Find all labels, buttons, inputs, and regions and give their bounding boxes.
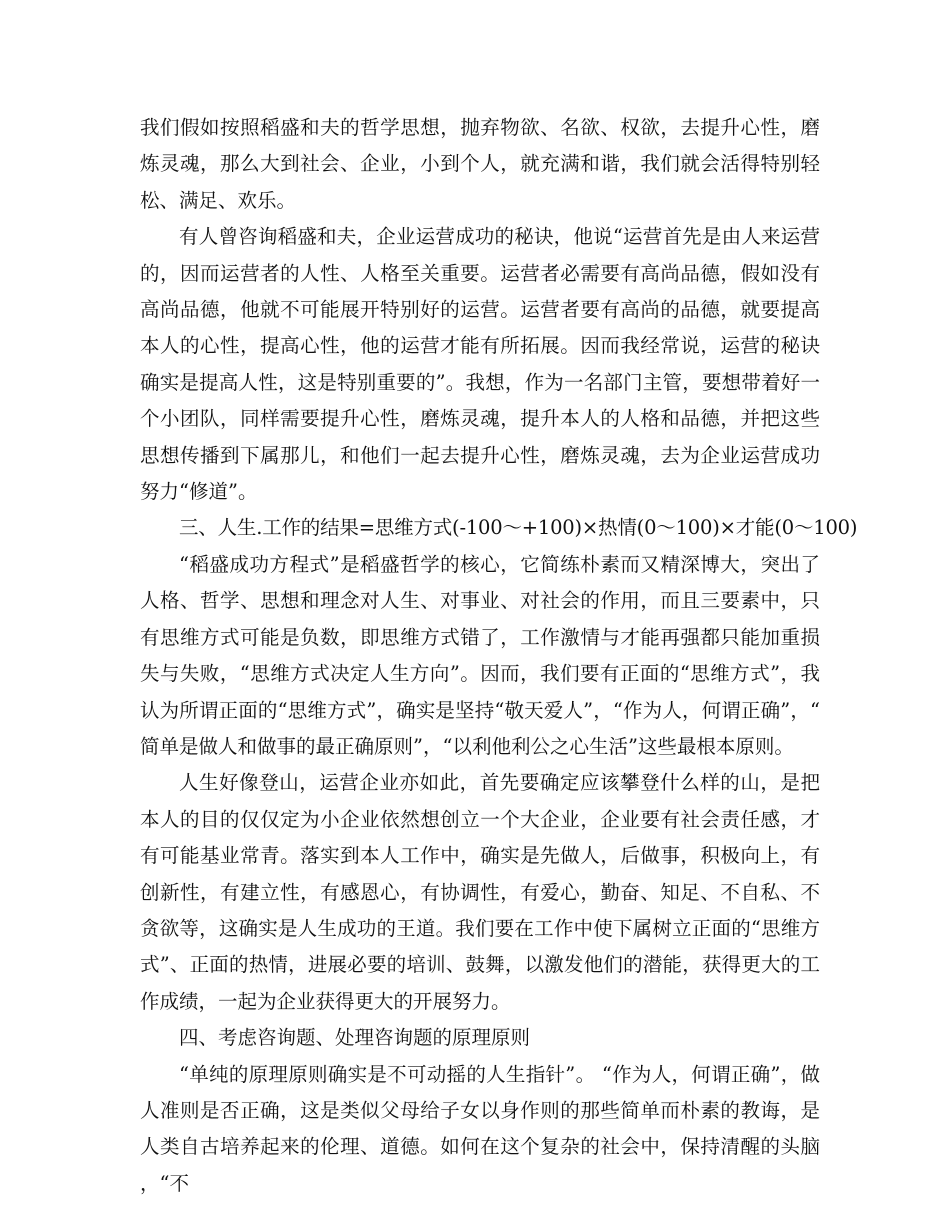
paragraph-mountain-metaphor: 人生好像登山，运营企业亦如此，首先要确定应该攀登什么样的山，是把本人的目的仅仅定为小企业依然想创立一个大企业，企业要有社会责任感，才有可能基业常青。落实到本人工作中，确实是先做人，后做事，积极向上，有创新性，有建立性，有感恩心，有协调性，有爱心，勤奋、知足、不自私、不贪欲等，这确实是人生成功的王道。我们要在工作中使下属树立正面的“思维方式”、正面的热情，进展必要的培训、鼓舞，以激发他们的潜能，获得更大的工作成绩，一起为企业获得更大的开展努力。: [140, 771, 820, 1013]
section-heading-success-formula: 三、人生.工作的结果=思维方式(-100～+100)×热情(0～100)×才能(0～100): [179, 516, 858, 540]
paragraph-philosophy-intro: 我们假如按照稻盛和夫的哲学思想，抛弃物欲、名欲、权欲，去提升心性，磨炼灵魂，那么大到社会、企业，小到个人，就充满和谐，我们就会活得特别轻松、满足、欢乐。: [140, 116, 820, 212]
paragraph-management-secret: 有人曾咨询稻盛和夫，企业运营成功的秘诀，他说“运营首先是由人来运营的，因而运营者的人性、人格至关重要。运营者必需要有高尚品德，假如没有高尚品德，他就不可能展开特别好的运营。运营者要有高尚的品德，就要提高本人的心性，提高心性，他的运营才能有所拓展。因而我经常说，运营的秘诀确实是提高人性，这是特别重要的”。我想，作为一名部门主管，要想带着好一个小团队，同样需要提升心性，磨炼灵魂，提升本人的人格和品德，并把这些思想传播到下属那儿，和他们一起去提升心性，磨炼灵魂，去为企业运营成功努力“修道”。: [140, 225, 820, 504]
section-heading-principles: 四、考虑咨询题、处理咨询题的原理原则: [179, 1026, 531, 1050]
document-body: [140, 110, 858, 1202]
paragraph-formula-explanation: “稻盛成功方程式”是稻盛哲学的核心，它简练朴素而又精深博大，突出了人格、哲学、思想和理念对人生、对事业、对社会的作用，而且三要素中，只有思维方式可能是负数，即思维方式错了，工作激情与才能再强都只能加重损失与失败，“思维方式决定人生方向”。因而，我们要有正面的“思维方式”，我认为所谓正面的“思维方式”，确实是坚持“敬天爱人”，“作为人，何谓正确”，“简单是做人和做事的最正确原则”，“以利他利公之心生活”这些最根本原则。: [140, 552, 820, 758]
paragraph-principles: “单纯的原理原则确实是不可动摇的人生指针”。 “作为人，何谓正确”，做人准则是否正确，这是类似父母给子女以身作则的那些简单而朴素的教诲，是人类自古培养起来的伦理、道德。如何在这个复杂的社会中，保持清醒的头脑，“不: [140, 1062, 820, 1195]
